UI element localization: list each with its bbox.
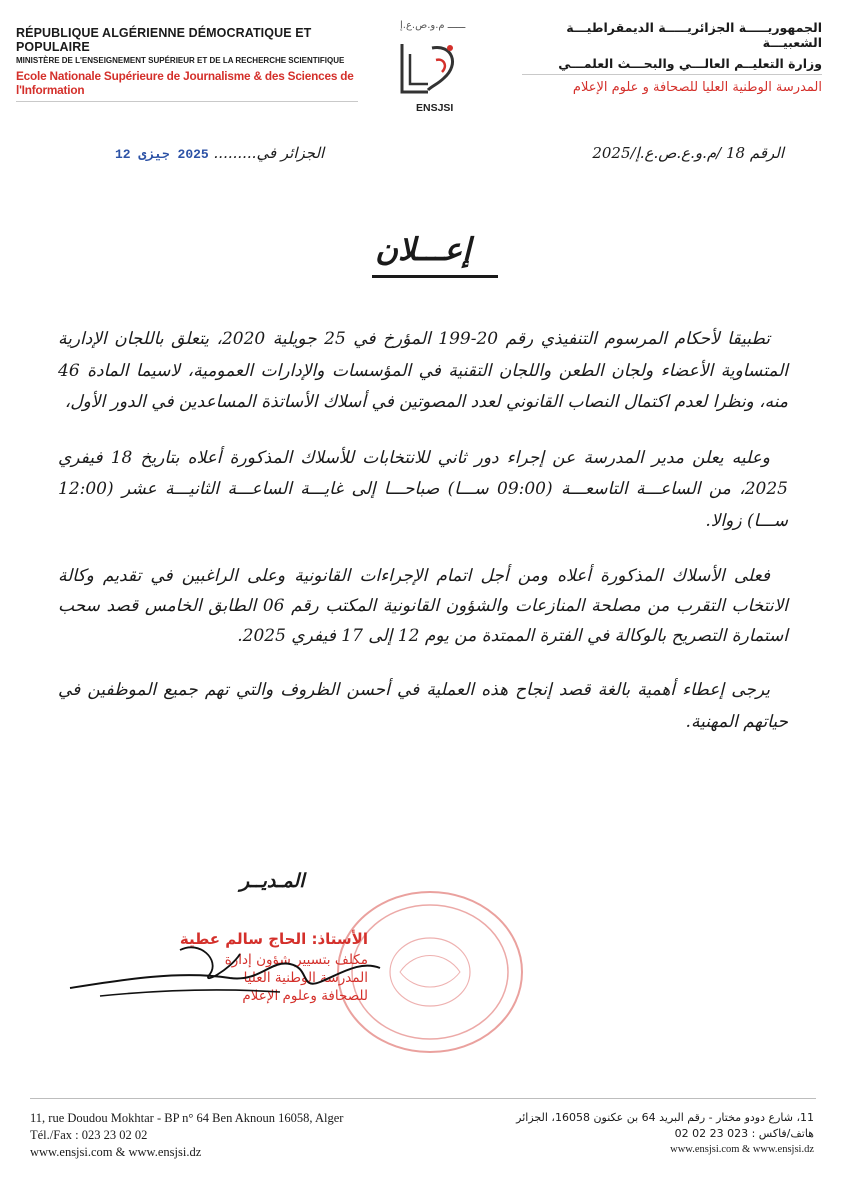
handwritten-signature-icon (60, 930, 390, 1010)
date-label: الجزائر في......... (213, 144, 325, 162)
paragraph-election-date: وعليه يعلن مدير المدرسة عن إجراء دور ثاني للانتخابات للأسلاك المذكورة أعلاه بتاريخ 18 فيفري 2025، من الساعـــة التاسعـــة (09:00 ســـا) صباحـــا إلى غايـــة الساعـــة الثانيـــة عشر (12:00 ســـا) زوالا. (58, 447, 788, 531)
footer-arabic (516, 1110, 814, 1158)
paragraph-closing: يرجى إعطاء أهمية بالغة قصد إنجاح هذه العملية في أحسن الظروف والتي تهم جميع الموظفين في حياتهم المهنية. (58, 680, 788, 732)
paragraph-legal-basis: تطبيقا لأحكام المرسوم التنفيذي رقم 20-199 المؤرخ في 25 جويلية 2020، يتعلق باللجان الإدارية المتساوية الأعضاء ولجان الطعن واللجان التقنية في المؤسسات والإدارات العمومية، لاسيما المادة 46 منه، ونظرا لعدم اكتمال النصاب القانوني لعدد المصوتين في أسلاك الأساتذة المساعدين في الدور الأول، (58, 329, 788, 412)
reference-number: الرقم 18 /م.و.ع.ص.ع.إ/2025 (592, 144, 784, 162)
date-stamp: 2025 جيزى 12 (115, 147, 209, 162)
announcement-body (58, 324, 788, 762)
republic-name-ar: الجمهوريـــــة الجزائريـــــة الديمقراطيـــة الشعبيـــة (566, 20, 822, 50)
header-rule-right (522, 74, 822, 75)
footer-phone-fr: Tél./Fax : 023 23 02 02 (30, 1128, 148, 1142)
footer-web-ar: www.ensjsi.com & www.ensjsi.dz (670, 1144, 814, 1155)
footer-french (30, 1110, 343, 1161)
announcement-title: إعـــلان (375, 232, 471, 268)
signatory-title-2: المدرسة الوطنية العليا (243, 970, 368, 986)
date-line (115, 144, 324, 162)
header-rule-left (16, 101, 358, 102)
signatory-title-1: مكلف بتسيير شؤون إدارة (224, 952, 368, 968)
header-arabic (522, 20, 822, 95)
logo-emblem-icon (398, 34, 462, 100)
signatory-title-3: للصحافة وعلوم الإعلام (242, 988, 368, 1004)
logo-text: ENSJSI (416, 102, 454, 114)
paragraph-proxy-procedure: فعلى الأسلاك المذكورة أعلاه ومن أجل اتمام الإجراءات القانونية وعلى الراغبين في تقديم وكالة الانتخاب التقرب من مصلحة المنازعات والشؤون القانونية المكتب رقم 06 الطابق الخامس قصد سحب استمارة التصريح بالوكالة في الفترة الممتدة من يوم 12 إلى 17 فيفري 2025. (58, 566, 789, 646)
footer-address-fr: 11, rue Doudou Mokhtar - BP n° 64 Ben Aknoun 16058, Alger (30, 1111, 344, 1125)
director-title: المـديــر (240, 870, 305, 892)
title-underline (372, 275, 498, 278)
logo-motto: ــــــ م.و.ص.ع.إ (400, 20, 466, 31)
header-french (16, 26, 361, 102)
school-name-fr: Ecole Nationale Supérieure de Journalisme & des Sciences de l'Information (16, 69, 354, 97)
ministry-name-fr: MINISTÈRE DE L'ENSEIGNEMENT SUPÉRIEUR ET DE LA RECHERCHE SCIENTIFIQUE (16, 56, 345, 65)
footer-phone-ar: هاتف/فاكس : 023 23 02 02 (674, 1127, 814, 1140)
school-name-ar: المدرسة الوطنية العليا للصحافة و علوم الإعلام (572, 80, 822, 95)
ministry-name-ar: وزارة التعليــم العالـــي والبحـــث العلمـــي (558, 56, 822, 71)
school-logo (390, 20, 470, 114)
footer-rule (30, 1098, 816, 1099)
footer-web-fr: www.ensjsi.com & www.ensjsi.dz (30, 1145, 202, 1159)
footer-address-ar: 11، شارع دودو مختار - رقم البريد 64 بن عكنون 16058، الجزائر (516, 1111, 814, 1124)
republic-name-fr: RÉPUBLIQUE ALGÉRIENNE DÉMOCRATIQUE ET POPULAIRE (16, 26, 312, 54)
signatory-name: الأستاذ: الحاج سالم عطية (179, 930, 368, 948)
